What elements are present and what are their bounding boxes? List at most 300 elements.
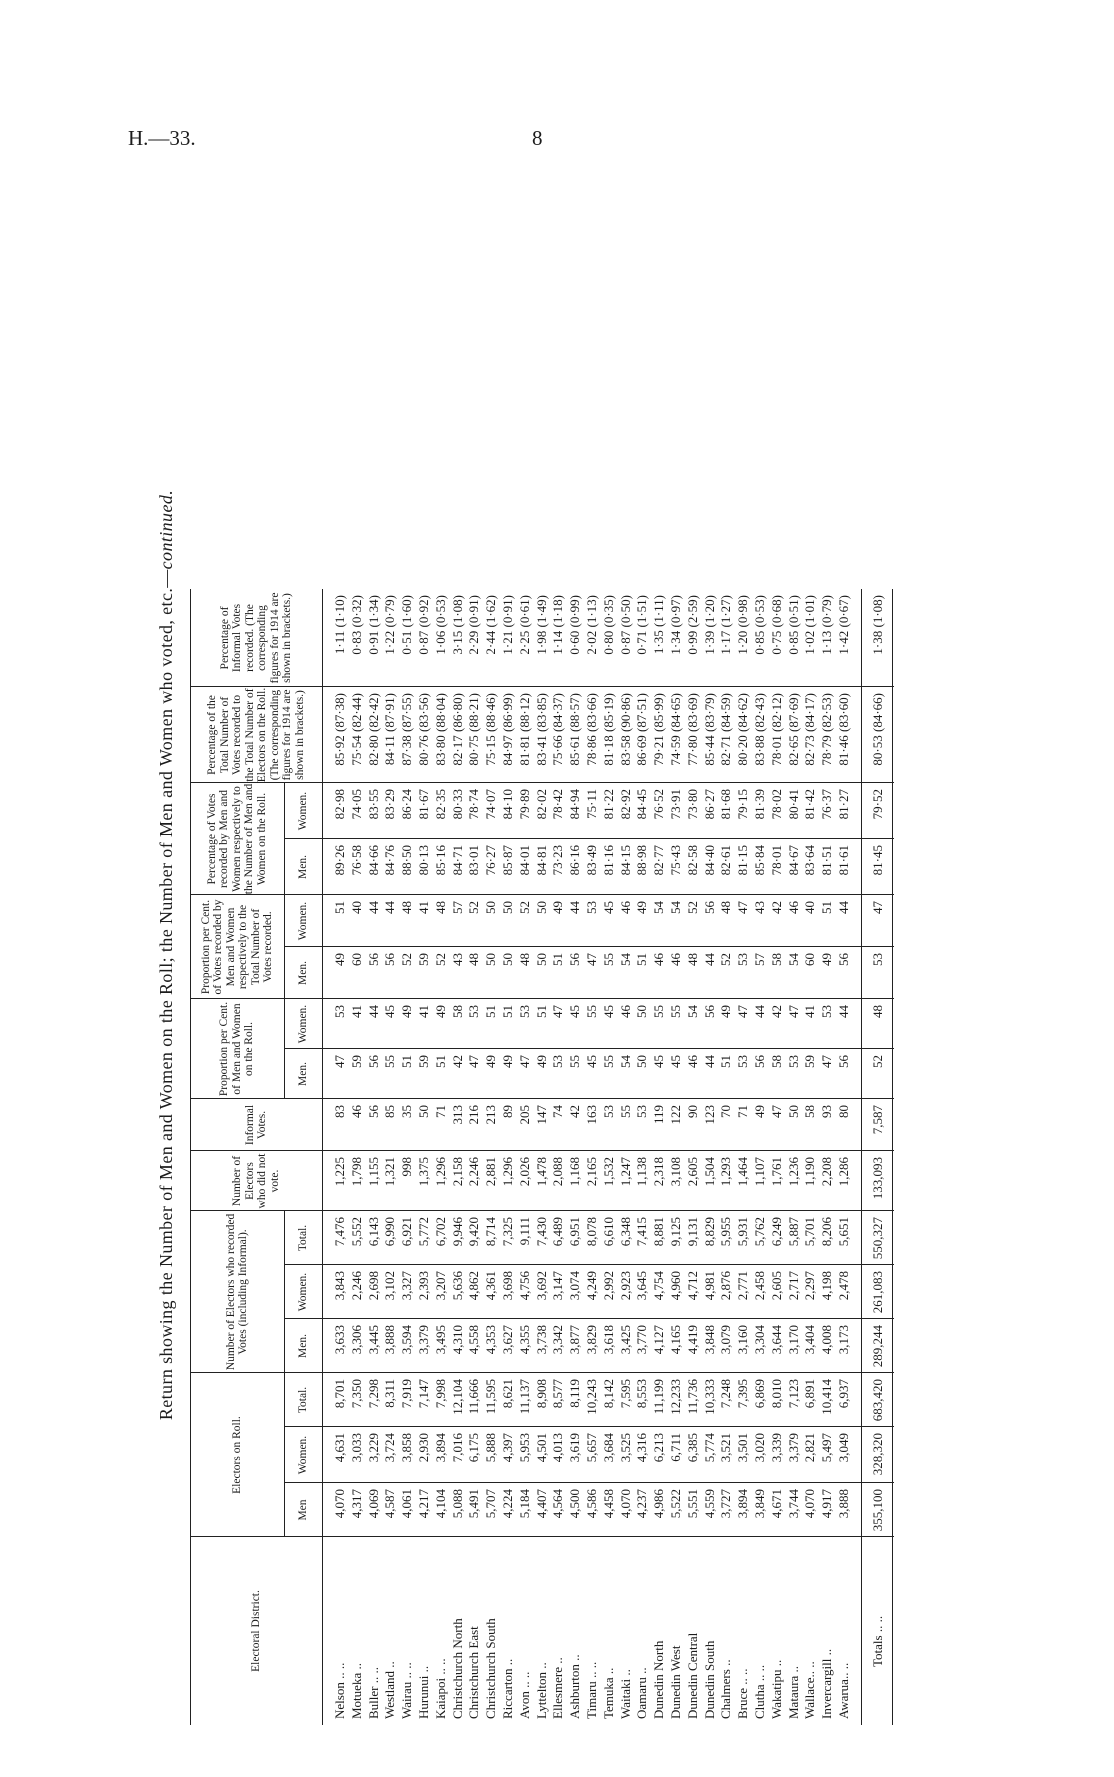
men-roll-pct: 46: [684, 1055, 700, 1068]
did-not-vote: 1,296: [500, 1157, 515, 1187]
district: Motueka ..: [348, 1663, 364, 1719]
men-vote-share: 50: [533, 953, 549, 966]
informal-votes: 42: [567, 1105, 583, 1118]
men-roll-pct: 45: [651, 1055, 667, 1068]
informal-pct: 0·83 (0·32): [348, 595, 364, 655]
men-on-roll: 4,237: [634, 1489, 650, 1519]
total-turnout-pct: 74·59 (84·65): [668, 693, 683, 766]
women-on-roll: 6,385: [684, 1433, 700, 1463]
women-turnout-pct: 83·55: [365, 789, 381, 820]
men-voted: 3,627: [500, 1325, 515, 1355]
men-roll-pct: 59: [416, 1055, 431, 1068]
did-not-vote: 1,107: [752, 1157, 767, 1187]
did-not-vote: 1,138: [634, 1157, 650, 1187]
women-voted: 2,393: [416, 1271, 431, 1301]
total-voted: 7,430: [533, 1217, 549, 1247]
women-roll-pct: 55: [668, 1005, 683, 1018]
women-on-roll: 3,049: [836, 1433, 851, 1463]
men-vote-share: 54: [617, 953, 633, 966]
informal-votes: 46: [348, 1105, 364, 1118]
men-voted: 4,127: [651, 1325, 667, 1355]
women-vote-share: 57: [449, 901, 465, 914]
informal-pct: 0·87 (0·92): [416, 595, 431, 655]
men-roll-pct: 53: [550, 1055, 566, 1068]
men-turnout-pct: 88·98: [634, 845, 650, 876]
district: Ashburton ..: [567, 1654, 583, 1719]
totals-top-rule: [861, 589, 862, 1725]
men-roll-pct: 45: [584, 1055, 599, 1068]
women-vote-share: 48: [432, 901, 448, 914]
men-roll-pct: 47: [332, 1055, 347, 1068]
men-roll-pct: 58: [768, 1055, 784, 1068]
women-roll-pct: 41: [348, 1005, 364, 1018]
district: Dunedin West: [668, 1645, 683, 1719]
women-roll-pct: 53: [516, 1005, 532, 1018]
district: Bruce .. ..: [735, 1668, 751, 1719]
men-voted: 3,304: [752, 1325, 767, 1355]
informal-votes: 35: [399, 1105, 415, 1118]
informal-votes: 205: [516, 1105, 532, 1125]
total-voted: 6,143: [365, 1217, 381, 1247]
women-voted: 2,876: [718, 1271, 734, 1301]
header-percentage-votes: Percentage of Votes recorded by Men and Women respectively to the Number of Men and Women on the Roll.: [205, 783, 268, 895]
women-voted: 3,207: [432, 1271, 448, 1301]
total-voted: 9,131: [684, 1217, 700, 1247]
column-rule: [190, 998, 894, 999]
men-voted: 4,008: [819, 1325, 835, 1355]
women-on-roll: 3,619: [567, 1433, 583, 1463]
total-turnout-pct: 78·86 (83·66): [584, 693, 599, 766]
men-roll-pct: 53: [735, 1055, 751, 1068]
women-voted: 2,605: [768, 1271, 784, 1301]
total-on-roll: 6,869: [752, 1379, 767, 1409]
women-turnout-pct: 86·27: [701, 789, 717, 820]
women-voted: 2,717: [785, 1271, 801, 1301]
totals-informal-pct: 1·38 (1·08): [869, 595, 885, 655]
did-not-vote: 1,321: [382, 1157, 398, 1187]
informal-votes: 49: [752, 1105, 767, 1118]
women-roll-pct: 49: [399, 1005, 415, 1018]
women-turnout-pct: 80·41: [785, 789, 801, 820]
district: Oamaru ..: [634, 1667, 650, 1719]
column-rule: [284, 1264, 894, 1265]
informal-votes: 47: [768, 1105, 784, 1118]
men-turnout-pct: 75·43: [668, 845, 683, 876]
total-on-roll: 11,199: [651, 1379, 667, 1415]
women-vote-share: 49: [550, 901, 566, 914]
women-on-roll: 5,497: [819, 1433, 835, 1463]
men-vote-share: 43: [449, 953, 465, 966]
men-turnout-pct: 81·16: [600, 845, 616, 876]
women-turnout-pct: 74·07: [483, 789, 499, 820]
total-voted: 5,701: [802, 1217, 818, 1247]
men-roll-pct: 56: [365, 1055, 381, 1068]
total-on-roll: 6,937: [836, 1379, 851, 1409]
informal-votes: 122: [668, 1105, 683, 1125]
men-on-roll: 3,888: [836, 1489, 851, 1519]
men-turnout-pct: 81·51: [819, 845, 835, 876]
men-vote-share: 56: [382, 953, 398, 966]
women-turnout-pct: 81·22: [600, 789, 616, 820]
informal-pct: 0·71 (1·51): [634, 595, 650, 655]
column-rule: [190, 782, 894, 783]
subheader-women-on-roll: Women.: [296, 1435, 309, 1475]
district: Buller .. ..: [365, 1667, 381, 1719]
men-vote-share: 55: [600, 953, 616, 966]
total-turnout-pct: 77·80 (83·69): [684, 693, 700, 766]
women-voted: 4,754: [651, 1271, 667, 1301]
men-on-roll: 5,491: [466, 1489, 482, 1519]
informal-votes: 55: [617, 1105, 633, 1118]
total-voted: 6,990: [382, 1217, 398, 1247]
women-vote-share: 42: [768, 901, 784, 914]
women-on-roll: 3,033: [348, 1433, 364, 1463]
women-turnout-pct: 82·98: [332, 789, 347, 820]
men-turnout-pct: 83·64: [802, 845, 818, 876]
did-not-vote: 2,026: [516, 1157, 532, 1187]
district: Kaiapoi .. ..: [432, 1658, 448, 1719]
did-not-vote: 2,158: [449, 1157, 465, 1187]
women-roll-pct: 51: [483, 1005, 499, 1018]
total-on-roll: 8,701: [332, 1379, 347, 1409]
women-voted: 3,692: [533, 1271, 549, 1301]
totals-men-turnout-pct: 81·45: [869, 845, 885, 876]
women-on-roll: 5,888: [483, 1433, 499, 1463]
header-electoral-district: Electoral District.: [249, 1590, 262, 1672]
women-vote-share: 45: [600, 901, 616, 914]
men-turnout-pct: 76·27: [483, 845, 499, 876]
men-on-roll: 5,707: [483, 1489, 499, 1519]
men-vote-share: 59: [416, 953, 431, 966]
total-turnout-pct: 75·54 (82·44): [348, 693, 364, 766]
women-vote-share: 44: [365, 901, 381, 914]
informal-votes: 89: [500, 1105, 515, 1118]
total-voted: 5,762: [752, 1217, 767, 1247]
total-voted: 9,125: [668, 1217, 683, 1247]
men-voted: 3,342: [550, 1325, 566, 1355]
total-on-roll: 12,104: [449, 1379, 465, 1415]
total-voted: 6,348: [617, 1217, 633, 1247]
informal-votes: 123: [701, 1105, 717, 1125]
men-roll-pct: 59: [348, 1055, 364, 1068]
informal-votes: 313: [449, 1105, 465, 1125]
did-not-vote: 1,155: [365, 1157, 381, 1187]
total-voted: 9,946: [449, 1217, 465, 1247]
women-turnout-pct: 81·42: [802, 789, 818, 820]
women-voted: 4,712: [684, 1271, 700, 1301]
men-voted: 3,079: [718, 1325, 734, 1355]
column-rule: [190, 686, 894, 687]
men-on-roll: 4,224: [500, 1489, 515, 1519]
women-roll-pct: 56: [701, 1005, 717, 1018]
men-turnout-pct: 73·23: [550, 845, 566, 876]
total-turnout-pct: 78·79 (82·53): [819, 693, 835, 766]
women-roll-pct: 51: [533, 1005, 549, 1018]
women-voted: 4,249: [584, 1271, 599, 1301]
total-turnout-pct: 75·66 (84·37): [550, 693, 566, 766]
men-vote-share: 50: [500, 953, 515, 966]
women-turnout-pct: 82·92: [617, 789, 633, 820]
total-turnout-pct: 87·38 (87·55): [399, 693, 415, 766]
men-turnout-pct: 85·84: [752, 845, 767, 876]
women-voted: 3,147: [550, 1271, 566, 1301]
total-turnout-pct: 84·11 (87·91): [382, 693, 398, 766]
women-turnout-pct: 74·05: [348, 789, 364, 820]
did-not-vote: 2,881: [483, 1157, 499, 1187]
men-roll-pct: 47: [516, 1055, 532, 1068]
women-vote-share: 44: [567, 901, 583, 914]
totals-women-roll-pct: 48: [869, 1005, 885, 1018]
women-vote-share: 54: [651, 901, 667, 914]
women-voted: 3,074: [567, 1271, 583, 1301]
column-rule: [284, 1426, 894, 1427]
total-turnout-pct: 85·61 (88·57): [567, 693, 583, 766]
women-voted: 3,698: [500, 1271, 515, 1301]
total-voted: 5,772: [416, 1217, 431, 1247]
total-turnout-pct: 85·92 (87·38): [332, 693, 347, 766]
women-vote-share: 54: [668, 901, 683, 914]
total-on-roll: 11,595: [483, 1379, 499, 1415]
men-turnout-pct: 82·61: [718, 845, 734, 876]
total-voted: 6,921: [399, 1217, 415, 1247]
women-voted: 4,981: [701, 1271, 717, 1301]
men-roll-pct: 47: [819, 1055, 835, 1068]
total-on-roll: 10,333: [701, 1379, 717, 1415]
men-vote-share: 60: [348, 953, 364, 966]
men-voted: 3,877: [567, 1325, 583, 1355]
column-rule: [284, 838, 894, 839]
men-roll-pct: 51: [399, 1055, 415, 1068]
men-turnout-pct: 78·01: [768, 845, 784, 876]
men-turnout-pct: 83·01: [466, 845, 482, 876]
informal-votes: 83: [332, 1105, 347, 1118]
total-turnout-pct: 82·65 (87·69): [785, 693, 801, 766]
title-continued: continued.: [156, 489, 176, 570]
men-turnout-pct: 85·16: [432, 845, 448, 876]
women-vote-share: 50: [533, 901, 549, 914]
informal-pct: 1·06 (0·53): [432, 595, 448, 655]
men-vote-share: 52: [399, 953, 415, 966]
district: Ellesmere ..: [550, 1657, 566, 1719]
men-voted: 3,445: [365, 1325, 381, 1355]
men-voted: 3,495: [432, 1325, 448, 1355]
women-turnout-pct: 84·94: [567, 789, 583, 820]
total-voted: 7,415: [634, 1217, 650, 1247]
women-on-roll: 4,397: [500, 1433, 515, 1463]
men-turnout-pct: 88·50: [399, 845, 415, 876]
women-vote-share: 53: [584, 901, 599, 914]
men-vote-share: 52: [432, 953, 448, 966]
men-on-roll: 3,849: [752, 1489, 767, 1519]
women-on-roll: 4,316: [634, 1433, 650, 1463]
men-on-roll: 5,088: [449, 1489, 465, 1519]
informal-pct: 0·91 (1·34): [365, 595, 381, 655]
page-number: 8: [532, 126, 543, 150]
total-on-roll: 8,577: [550, 1379, 566, 1409]
women-voted: 2,771: [735, 1271, 751, 1301]
district: Dunedin Central: [684, 1632, 700, 1719]
total-on-roll: 11,666: [466, 1379, 482, 1415]
men-voted: 3,644: [768, 1325, 784, 1355]
men-on-roll: 4,407: [533, 1489, 549, 1519]
total-turnout-pct: 83·58 (90·86): [617, 693, 633, 766]
men-voted: 4,353: [483, 1325, 499, 1355]
women-turnout-pct: 79·89: [516, 789, 532, 820]
men-on-roll: 5,551: [684, 1489, 700, 1519]
women-on-roll: 3,521: [718, 1433, 734, 1463]
total-turnout-pct: 82·80 (82·42): [365, 693, 381, 766]
men-roll-pct: 55: [600, 1055, 616, 1068]
district: Clutha .. ..: [752, 1664, 767, 1719]
header-did-not-vote: Number of Electors who did not vote.: [231, 1153, 281, 1209]
district: Christchurch North: [449, 1618, 465, 1719]
women-turnout-pct: 73·80: [684, 789, 700, 820]
men-voted: 3,618: [600, 1325, 616, 1355]
men-voted: 3,173: [836, 1325, 851, 1355]
informal-pct: 1·42 (0·67): [836, 595, 851, 655]
column-rule: [190, 1372, 894, 1373]
men-on-roll: 4,986: [651, 1489, 667, 1519]
district: Wakatipu ..: [768, 1659, 784, 1719]
men-roll-pct: 51: [718, 1055, 734, 1068]
men-on-roll: 4,069: [365, 1489, 381, 1519]
women-vote-share: 51: [819, 901, 835, 914]
women-vote-share: 52: [466, 901, 482, 914]
did-not-vote: 1,375: [416, 1157, 431, 1187]
total-turnout-pct: 80·75 (88·21): [466, 693, 482, 766]
total-voted: 5,955: [718, 1217, 734, 1247]
informal-pct: 3·15 (1·08): [449, 595, 465, 655]
men-voted: 4,165: [668, 1325, 683, 1355]
subheader-men-turnout-pct: Men.: [296, 855, 309, 879]
did-not-vote: 998: [399, 1157, 415, 1177]
total-on-roll: 11,137: [516, 1379, 532, 1415]
informal-votes: 163: [584, 1105, 599, 1125]
column-rule: [190, 1536, 894, 1537]
informal-pct: 0·51 (1·60): [399, 595, 415, 655]
men-vote-share: 50: [483, 953, 499, 966]
men-roll-pct: 56: [752, 1055, 767, 1068]
women-roll-pct: 42: [768, 1005, 784, 1018]
district: Mataura ..: [785, 1665, 801, 1719]
men-on-roll: 4,500: [567, 1489, 583, 1519]
men-roll-pct: 59: [802, 1055, 818, 1068]
women-turnout-pct: 75·11: [584, 789, 599, 819]
informal-pct: 1·11 (1·10): [332, 595, 347, 655]
women-voted: 2,478: [836, 1271, 851, 1301]
women-on-roll: 6,213: [651, 1433, 667, 1463]
table-title: [156, 185, 184, 1725]
men-voted: 3,170: [785, 1325, 801, 1355]
men-on-roll: 3,727: [718, 1489, 734, 1519]
total-on-roll: 8,553: [634, 1379, 650, 1409]
women-on-roll: 7,016: [449, 1433, 465, 1463]
men-roll-pct: 42: [449, 1055, 465, 1068]
district: Riccarton ..: [500, 1658, 515, 1719]
women-voted: 3,102: [382, 1271, 398, 1301]
men-turnout-pct: 85·87: [500, 845, 515, 876]
informal-pct: 1·13 (0·79): [819, 595, 835, 655]
women-turnout-pct: 78·74: [466, 789, 482, 820]
men-voted: 3,848: [701, 1325, 717, 1355]
informal-votes: 216: [466, 1105, 482, 1125]
did-not-vote: 1,464: [735, 1157, 751, 1187]
total-voted: 5,552: [348, 1217, 364, 1247]
header-informal-votes: Informal Votes.: [243, 1104, 268, 1146]
men-vote-share: 51: [634, 953, 650, 966]
men-turnout-pct: 86·16: [567, 845, 583, 876]
men-roll-pct: 54: [617, 1055, 633, 1068]
total-on-roll: 8,119: [567, 1379, 583, 1408]
did-not-vote: 1,168: [567, 1157, 583, 1187]
men-vote-share: 54: [785, 953, 801, 966]
men-roll-pct: 45: [668, 1055, 683, 1068]
men-turnout-pct: 84·15: [617, 845, 633, 876]
women-vote-share: 43: [752, 901, 767, 914]
did-not-vote: 1,504: [701, 1157, 717, 1187]
informal-pct: 1·20 (0·98): [735, 595, 751, 655]
subheader-women-roll-pct: Women.: [296, 1004, 309, 1044]
men-turnout-pct: 81·61: [836, 845, 851, 876]
women-turnout-pct: 84·45: [634, 789, 650, 820]
total-on-roll: 11,736: [684, 1379, 700, 1415]
did-not-vote: 1,761: [768, 1157, 784, 1187]
total-voted: 9,111: [516, 1217, 532, 1246]
header-percentage-informal: Percentage of Informal Votes recorded. (The corresponding figures for 1914 are shown in brackets.): [218, 592, 293, 684]
women-vote-share: 46: [785, 901, 801, 914]
total-turnout-pct: 85·44 (83·79): [701, 693, 717, 766]
women-vote-share: 56: [701, 901, 717, 914]
men-voted: 4,310: [449, 1325, 465, 1355]
district: Lyttelton ..: [533, 1662, 549, 1719]
men-turnout-pct: 76·58: [348, 845, 364, 876]
men-voted: 4,419: [684, 1325, 700, 1355]
men-turnout-pct: 84·40: [701, 845, 717, 876]
women-voted: 3,327: [399, 1271, 415, 1301]
women-turnout-pct: 81·27: [836, 789, 851, 820]
women-on-roll: 3,229: [365, 1433, 381, 1463]
did-not-vote: 1,286: [836, 1157, 851, 1187]
women-roll-pct: 47: [550, 1005, 566, 1018]
informal-pct: 1·14 (1·18): [550, 595, 566, 655]
total-turnout-pct: 81·46 (83·60): [836, 693, 851, 766]
informal-votes: 53: [634, 1105, 650, 1118]
women-roll-pct: 49: [718, 1005, 734, 1018]
total-turnout-pct: 81·18 (85·19): [600, 693, 616, 766]
men-turnout-pct: 84·81: [533, 845, 549, 876]
women-on-roll: 4,631: [332, 1433, 347, 1463]
informal-pct: 1·02 (1·01): [802, 595, 818, 655]
women-roll-pct: 41: [802, 1005, 818, 1018]
district: Hurunui ..: [416, 1665, 431, 1719]
women-roll-pct: 53: [332, 1005, 347, 1018]
total-voted: 8,829: [701, 1217, 717, 1247]
totals-women-on-roll: 328,320: [869, 1433, 885, 1476]
column-rule: [284, 1318, 894, 1319]
women-voted: 4,198: [819, 1271, 835, 1301]
men-roll-pct: 49: [483, 1055, 499, 1068]
total-voted: 8,206: [819, 1217, 835, 1247]
did-not-vote: 3,108: [668, 1157, 683, 1187]
district: Wairau .. ..: [399, 1662, 415, 1719]
header-recorded-votes: Number of Electors who recorded Votes (including Informal).: [224, 1213, 249, 1371]
men-vote-share: 60: [802, 953, 818, 966]
total-turnout-pct: 86·69 (87·51): [634, 693, 650, 766]
men-vote-share: 58: [768, 953, 784, 966]
men-roll-pct: 53: [785, 1055, 801, 1068]
men-voted: 3,738: [533, 1325, 549, 1355]
totals-did-not-vote: 133,093: [869, 1157, 885, 1200]
